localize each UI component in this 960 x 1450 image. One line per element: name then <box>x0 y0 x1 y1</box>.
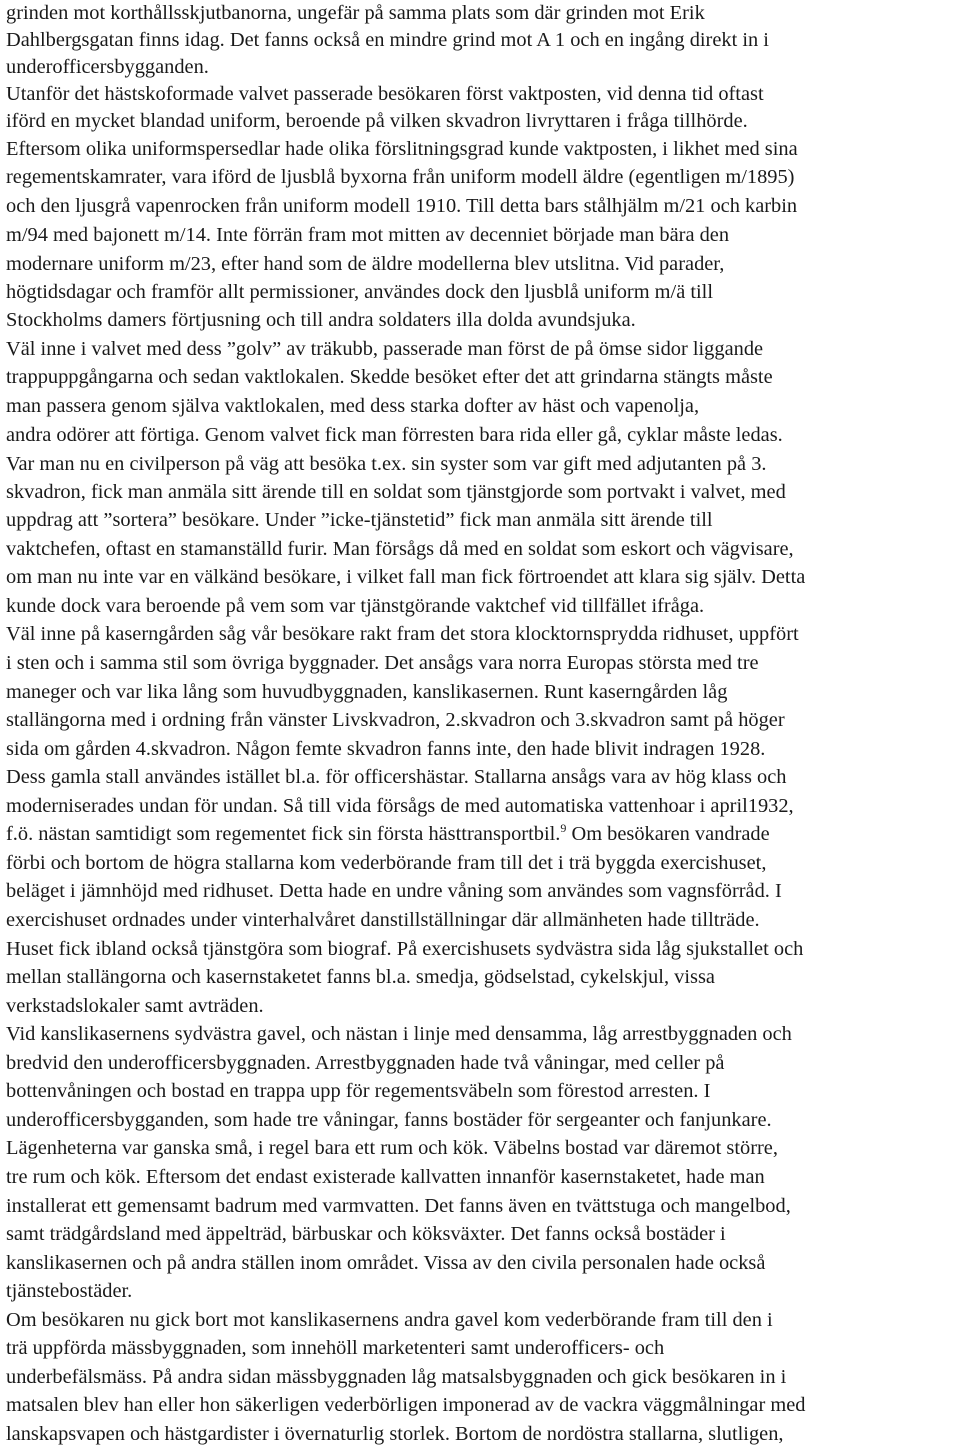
text-line-35: mellan stallängorna och kasernstaketet fanns bl.a. smedja, gödselstad, cykelskjul, vissa <box>6 966 715 988</box>
text-line-27: sida om gården 4.skvadron. Någon femte skvadron fanns inte, den hade blivit indragen 1928. <box>6 738 766 760</box>
text-line-51: lanskapsvapen och hästgardister i övernaturlig storlek. Bortom de nordöstra stallarna, slutligen, <box>6 1423 784 1445</box>
text-line-24: i sten och i samma stil som övriga byggnader. Det ansågs vara norra Europas största med tre <box>6 652 759 674</box>
text-line-18: skvadron, fick man anmäla sitt ärende till en soldat som tjänstgjorde som portvakt i valvet, med <box>6 481 786 503</box>
text-line-26: stallängorna med i ordning från vänster Livskvadron, 2.skvadron och 3.skvadron samt på höger <box>6 709 785 731</box>
text-line-15: man passera genom själva vaktlokalen, med dess starka dofter av häst och vapenolja, <box>6 395 700 417</box>
text-line-10: modernare uniform m/23, efter hand som de äldre modellerna blev utslitna. Vid parader, <box>6 253 725 275</box>
footnote-line-after: Om besökaren vandrade <box>566 823 770 845</box>
footnote-line-before: f.ö. nästan samtidigt som regementet fick sin första hästtransportbil. <box>6 823 561 845</box>
text-line-39: bottenvåningen och bostad en trappa upp för regementsväbeln som förestod arresten. I <box>6 1080 711 1102</box>
text-line-49: underbefälsmäss. På andra sidan mässbyggnaden låg matsalsbyggnaden och gick besökaren in i <box>6 1366 787 1388</box>
text-line-48: trä uppförda mässbyggnaden, som innehöll marketenteri samt underofficers- och <box>6 1337 665 1359</box>
text-line-43: installerat ett gemensamt badrum med varmvatten. Det fanns även en tvättstuga och mangelbod, <box>6 1195 791 1217</box>
text-line-2: Dahlbergsgatan finns idag. Det fanns också en mindre grind mot A 1 och en ingång direkt in i <box>6 29 769 51</box>
text-line-19: uppdrag att ”sortera” besökare. Under ”icke-tjänstetid” fick man anmäla sitt ärende till <box>6 509 713 531</box>
text-line-17: Var man nu en civilperson på väg att besöka t.ex. sin syster som var gift med adjutanten på 3. <box>6 453 767 475</box>
text-line-22: kunde dock vara beroende på vem som var tjänstgörande vaktchef vid tillfället ifråga. <box>6 595 705 617</box>
text-line-20: vaktchefen, oftast en stamanställd furir. Man försågs då med en soldat som eskort och vägvisare, <box>6 538 794 560</box>
text-line-16: andra odörer att förtiga. Genom valvet fick man förresten bara rida eller gå, cyklar måste ledas. <box>6 424 783 446</box>
text-line-32: beläget i jämnhöjd med ridhuset. Detta hade en undre våning som användes som vagnsförråd. I <box>6 880 782 902</box>
text-line-28: Dess gamla stall användes istället bl.a. för officershästar. Stallarna ansågs vara av hög klass och <box>6 766 787 788</box>
text-line-5: iförd en mycket blandad uniform, beroende på vilken skvadron livryttaren i fråga tillhörde. <box>6 110 748 132</box>
text-line-6: Eftersom olika uniformspersedlar hade olika förslitningsgrad kunde vaktposten, i likhet med sina <box>6 138 798 160</box>
text-line-44: samt trädgårdsland med äppelträd, bärbuskar och köksväxter. Det fanns också bostäder i <box>6 1223 726 1245</box>
text-line-1: grinden mot korthållsskjutbanorna, ungefär på samma plats som där grinden mot Erik <box>6 2 705 24</box>
text-line-4: Utanför det hästskoformade valvet passerade besökaren först vaktposten, vid denna tid oftast <box>6 83 764 105</box>
text-line-41: Lägenheterna var ganska små, i regel bara ett rum och kök. Väbelns bostad var däremot större, <box>6 1137 778 1159</box>
text-line-45: kanslikasernen och på andra ställen inom området. Vissa av den civila personalen hade också <box>6 1252 766 1274</box>
text-line-13: Väl inne i valvet med dess ”golv” av träkubb, passerade man först de på ömse sidor liggande <box>6 338 764 360</box>
text-line-21: om man nu inte var en välkänd besökare, i vilket fall man fick förtroendet att klara sig själv. Detta <box>6 566 806 588</box>
text-line-9: m/94 med bajonett m/14. Inte förrän fram mot mitten av decenniet började man bära den <box>6 224 730 246</box>
text-line-12: Stockholms damers förtjusning och till andra soldaters illa dolda avundsjuka. <box>6 309 636 331</box>
text-line-11: högtidsdagar och framför allt permissioner, användes dock den ljusblå uniform m/ä till <box>6 281 714 303</box>
text-line-47: Om besökaren nu gick bort mot kanslikasernens andra gavel kom vederbörande fram till den i <box>6 1309 773 1331</box>
text-line-8: och den ljusgrå vapenrocken från uniform modell 1910. Till detta bars stålhjälm m/21 och karbin <box>6 195 798 217</box>
text-line-38: bredvid den underofficersbyggnaden. Arrestbyggnaden hade två våningar, med celler på <box>6 1052 725 1074</box>
text-line-7: regementskamrater, vara iförd de ljusblå byxorna från uniform modell äldre (egentligen m/1895) <box>6 166 795 188</box>
text-line-14: trappuppgångarna och sedan vaktlokalen. Skedde besöket efter det att grindarna stängts måste <box>6 366 773 388</box>
text-line-31: förbi och bortom de högra stallarna kom vederbörande fram till det i trä byggda exercishuset, <box>6 852 767 874</box>
text-line-3: underofficersbygganden. <box>6 56 209 78</box>
text-line-23: Väl inne på kaserngården såg vår besökare rakt fram det stora klocktornsprydda ridhuset, uppfört <box>6 623 799 645</box>
text-line-33: exercishuset ordnades under vinterhalvåret danstillställningar där allmänheten hade tillträde. <box>6 909 760 931</box>
text-line-30 <box>6 821 770 848</box>
text-line-25: maneger och var lika lång som huvudbyggnaden, kanslikasernen. Runt kaserngården låg <box>6 681 728 703</box>
text-line-29: moderniserades undan för undan. Så till vida försågs de med automatiska vattenhoar i april1932, <box>6 795 794 817</box>
text-line-50: matsalen blev han eller hon säkerligen vederbörligen imponerad av de vackra väggmålningar med <box>6 1394 806 1416</box>
text-line-37: Vid kanslikasernens sydvästra gavel, och nästan i linje med densamma, låg arrestbyggnaden och <box>6 1023 792 1045</box>
text-line-36: verkstadslokaler samt avträden. <box>6 995 264 1017</box>
text-line-34: Huset fick ibland också tjänstgöra som biograf. På exercishusets sydvästra sida låg sjukstallet och <box>6 938 804 960</box>
footnote-marker: 9 <box>560 821 567 836</box>
text-line-46: tjänstebostäder. <box>6 1280 133 1302</box>
text-line-42: tre rum och kök. Eftersom det endast existerade kallvatten innanför kasernstaketet, hade man <box>6 1166 765 1188</box>
text-line-40: underofficersbygganden, som hade tre våningar, fanns bostäder för sergeanter och fanjunkare. <box>6 1109 772 1131</box>
